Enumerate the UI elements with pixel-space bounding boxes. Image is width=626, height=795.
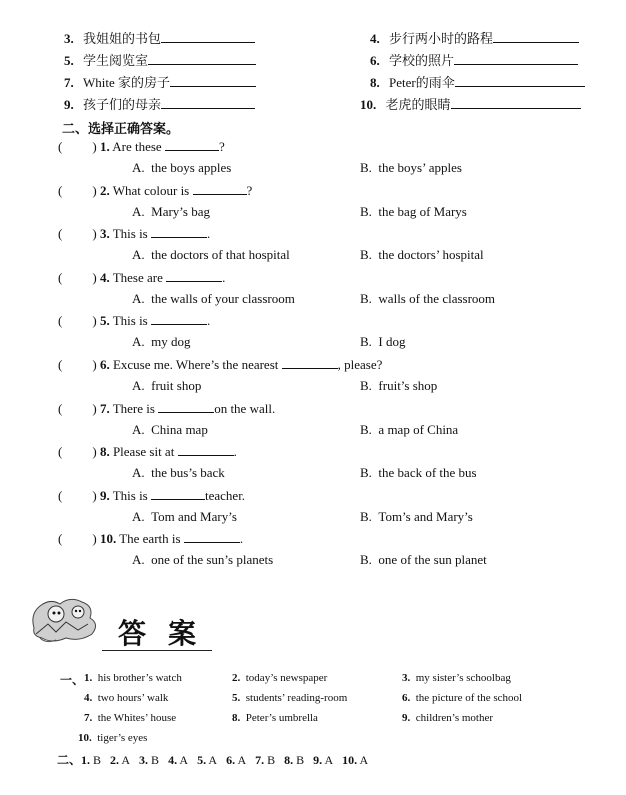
option-label: A. [132,508,145,524]
question-number: 4. [99,269,110,285]
option-a[interactable] [132,378,201,394]
option-label: A. [132,334,145,350]
answer-text: Peter’s umbrella [245,712,318,724]
question-pre: Are these [112,139,162,154]
part1-item [64,28,255,47]
question-number: 1. [99,139,110,154]
answer-item [402,672,511,684]
answer-slot[interactable] [62,357,92,369]
option-label: B. [360,334,372,350]
question-row [58,225,210,242]
answer-key-value: B [296,753,305,767]
option-label: A. [132,290,145,306]
question-row [58,443,237,460]
question-blank[interactable] [184,530,240,543]
option-a[interactable] [132,552,273,568]
option-a[interactable] [132,422,208,438]
title-underline [102,650,212,651]
answer-key-number: 3. [139,753,149,767]
answer-slot[interactable] [62,313,92,325]
answer-blank[interactable] [148,52,256,65]
paren-close: ) [92,531,97,547]
option-b[interactable] [360,378,437,394]
cartoon-illustration [26,594,106,646]
part1-item [64,94,255,113]
answer-item [232,672,327,684]
answer-item [402,692,522,704]
item-number: 5. [64,53,74,68]
answer-item [78,732,147,744]
item-text: 我姐姐的书包 [83,31,162,46]
answer-slot[interactable] [62,488,92,500]
paren-close: ) [92,444,97,460]
question-post: on the wall. [214,400,276,416]
answer-key [110,753,130,767]
paren-open: ( [58,357,63,372]
paren-open: ( [58,444,63,460]
question-pre: The earth is [119,531,181,547]
paren-open: ( [58,269,63,285]
answer-text: two hours’ walk [97,692,169,704]
answer-slot[interactable] [62,531,92,543]
option-b[interactable] [360,334,406,350]
answer-slot[interactable] [62,444,92,456]
question-row [58,356,382,373]
paren-open: ( [58,487,63,503]
option-label: A. [132,160,145,175]
question-post: . [222,269,226,285]
paren-open: ( [58,226,63,242]
option-text: Tom’s and Mary’s [378,508,473,524]
answer-key-value: A [237,753,247,767]
answer-key [313,753,333,767]
part1-item [360,94,581,113]
question-number: 10. [99,531,117,547]
answer-key-number: 9. [313,753,323,767]
option-label: A. [132,465,145,481]
option-text: one of the sun’s planets [151,552,274,568]
answer-key [226,753,246,767]
cartoon-icon [26,594,106,646]
answer-key [139,753,159,767]
option-a[interactable] [132,465,225,481]
paren-close: ) [92,269,97,285]
answer-text: the Whites’ house [97,712,177,724]
answer-blank[interactable] [493,30,579,43]
answers1-prefix: 一、 [60,673,85,687]
option-text: my dog [151,334,191,350]
answer-slot[interactable] [62,401,92,413]
option-label: B. [360,421,372,437]
question-row [58,182,252,199]
answer-key-value: A [324,753,334,767]
option-label: B. [360,290,372,306]
item-text: 学生阅览室 [83,53,149,68]
option-b[interactable] [360,204,467,220]
part1-item [370,50,578,69]
answer-text: his brother’s watch [97,672,182,684]
answer-title: 答案 [118,617,219,650]
item-number: 8. [370,75,380,90]
option-b[interactable] [360,422,458,438]
section-heading: 二、选择正确答案。 [62,122,180,137]
question-number: 9. [99,487,110,503]
answers2-row [57,751,377,768]
question-blank[interactable] [151,487,205,500]
option-text: the doctors of that hospital [151,247,290,263]
paren-close: ) [92,487,97,503]
option-b[interactable] [360,291,495,307]
option-b[interactable] [360,465,477,481]
option-a[interactable] [132,509,237,525]
answer-slot[interactable] [62,226,92,238]
option-a[interactable] [132,160,231,176]
part1-item [370,28,579,47]
answer-key-number: 7. [255,753,265,767]
item-number: 3. [64,31,74,46]
answer-text: my sister’s schoolbag [415,672,511,684]
answer-key [197,753,217,767]
option-b[interactable] [360,160,462,176]
option-label: B. [360,247,372,263]
option-label: B. [360,508,372,524]
item-number: 4. [370,31,380,46]
part1-item [370,72,585,91]
answer-key [168,753,188,767]
item-text: Peter的雨伞 [389,75,455,90]
option-b[interactable] [360,247,484,263]
option-text: the walls of your classroom [151,290,295,306]
item-text: 老虎的眼睛 [385,97,451,112]
question-row [58,487,245,504]
question-blank[interactable] [158,400,214,413]
question-blank[interactable] [151,225,207,238]
question-row [58,530,243,547]
option-label: B. [360,203,372,219]
answer-key-value: B [93,753,102,767]
option-label: A. [132,552,145,568]
option-b[interactable] [360,552,487,568]
answer-key-value: A [359,753,369,767]
option-a[interactable] [132,334,191,350]
question-blank[interactable] [193,182,247,195]
question-number: 6. [99,357,110,372]
question-post: . [207,313,211,329]
item-text: 孩子们的母亲 [83,97,162,112]
item-number: 7. [64,75,74,90]
option-label: B. [360,465,372,481]
answer-key [284,753,304,767]
option-label: B. [360,160,372,175]
answer-slot[interactable] [62,139,92,151]
option-text: China map [151,421,208,437]
paren-open: ( [58,313,63,329]
option-text: the bag of Marys [378,203,467,219]
item-number: 6. [370,53,380,68]
option-label: A. [132,378,145,393]
option-text: fruit’s shop [378,378,438,393]
answer-key-value: A [179,753,189,767]
answer-key-number: 6. [226,753,236,767]
question-blank[interactable] [178,443,234,456]
answer-blank[interactable] [451,96,581,109]
question-number: 2. [99,182,110,198]
option-text: one of the sun planet [378,552,487,568]
option-a[interactable] [132,291,295,307]
question-blank[interactable] [151,312,207,325]
option-text: the back of the bus [378,465,477,481]
question-row [58,269,225,286]
item-text: 步行两小时的路程 [389,31,494,46]
answer-item [232,712,318,724]
option-label: B. [360,378,372,393]
option-text: fruit shop [151,378,202,393]
option-text: the doctors’ hospital [378,247,484,263]
answer-key-number: 2. [110,753,120,767]
paren-close: ) [92,313,97,329]
paren-close: ) [92,139,97,154]
answer-slot[interactable] [62,270,92,282]
option-text: the bus’s back [151,465,225,481]
question-blank[interactable] [282,356,338,369]
answer-text: students’ reading-room [245,692,348,704]
option-label: A. [132,203,145,219]
question-pre: Excuse me. Where’s the nearest [112,357,279,372]
option-text: the boys’ apples [378,160,462,175]
answer-key-number: 5. [197,753,207,767]
option-label: A. [132,247,145,263]
paren-close: ) [92,357,97,372]
question-post: ? [246,182,253,198]
question-blank[interactable] [166,269,222,282]
answer-number: 7. [84,712,93,724]
item-number: 9. [64,97,74,112]
answer-key-number: 8. [284,753,294,767]
question-row [58,138,225,155]
answer-key [342,753,368,767]
question-pre: This is [112,226,148,242]
question-pre: What colour is [112,182,190,198]
answer-key-value: B [151,753,160,767]
option-b[interactable] [360,509,473,525]
answer-key-value: B [267,753,276,767]
option-label: A. [132,421,145,437]
answer-text: children’s mother [415,712,494,724]
question-post: . [239,531,244,547]
answer-number: 3. [402,672,411,684]
answer-key [255,753,275,767]
option-text: a map of China [378,421,459,437]
part1-item [64,72,256,91]
option-text: Tom and Mary’s [151,508,237,524]
answer-number: 10. [78,732,92,744]
paren-close: ) [92,400,97,416]
question-number: 7. [99,400,110,416]
question-pre: This is [112,313,148,329]
answer-key-number: 4. [168,753,178,767]
answer-number: 6. [402,692,411,704]
answer-item [84,712,176,724]
answer-number: 8. [232,712,241,724]
option-label: B. [360,552,372,568]
question-post: . [233,444,237,460]
answer-key [81,753,101,767]
question-post: ? [218,139,225,154]
paren-open: ( [58,400,63,416]
option-text: I dog [378,334,406,350]
answer-item [402,712,493,724]
option-text: the boys apples [151,160,232,175]
option-a[interactable] [132,247,290,263]
answer-blank[interactable] [161,96,255,109]
part1-item [64,50,256,69]
question-post: . [207,226,211,242]
answer-number: 4. [84,692,93,704]
answer-key-value: A [121,753,131,767]
question-pre: These are [112,269,163,285]
answer-blank[interactable] [454,52,578,65]
question-blank[interactable] [165,138,219,151]
answer-key-number: 10. [342,753,358,767]
paren-open: ( [58,182,63,198]
answer-item [84,692,168,704]
answer-blank[interactable] [161,30,255,43]
paren-close: ) [92,182,97,198]
item-text: White 家的房子 [83,75,171,90]
answer-number: 9. [402,712,411,724]
item-text: 学校的照片 [389,53,455,68]
answer-text: the picture of the school [415,692,523,704]
answer-slot[interactable] [62,183,92,195]
answer-blank[interactable] [170,74,256,87]
question-pre: This is [112,487,148,503]
option-text: walls of the classroom [378,290,496,306]
answer-item [232,692,347,704]
question-post: , please? [337,357,383,372]
question-pre: There is [112,400,155,416]
question-number: 3. [99,226,110,242]
paren-open: ( [58,139,63,154]
question-row [58,312,210,329]
answer-key-value: A [208,753,218,767]
answer-number: 1. [84,672,93,684]
question-post: teacher. [205,487,246,503]
answer-text: tiger’s eyes [97,732,148,744]
answers2-prefix: 二、 [57,753,82,767]
question-number: 8. [99,444,110,460]
question-pre: Please sit at [112,444,175,460]
answer-key-number: 1. [81,753,91,767]
answer-number: 5. [232,692,241,704]
paren-close: ) [92,226,97,242]
paren-open: ( [58,531,63,547]
question-row [58,400,275,417]
answer-item [84,672,182,684]
option-text: Mary’s bag [151,203,210,219]
answer-number: 2. [232,672,241,684]
option-a[interactable] [132,204,210,220]
answer-text: today’s newspaper [245,672,328,684]
item-number: 10. [360,97,377,112]
question-number: 5. [99,313,110,329]
answer-blank[interactable] [455,74,585,87]
